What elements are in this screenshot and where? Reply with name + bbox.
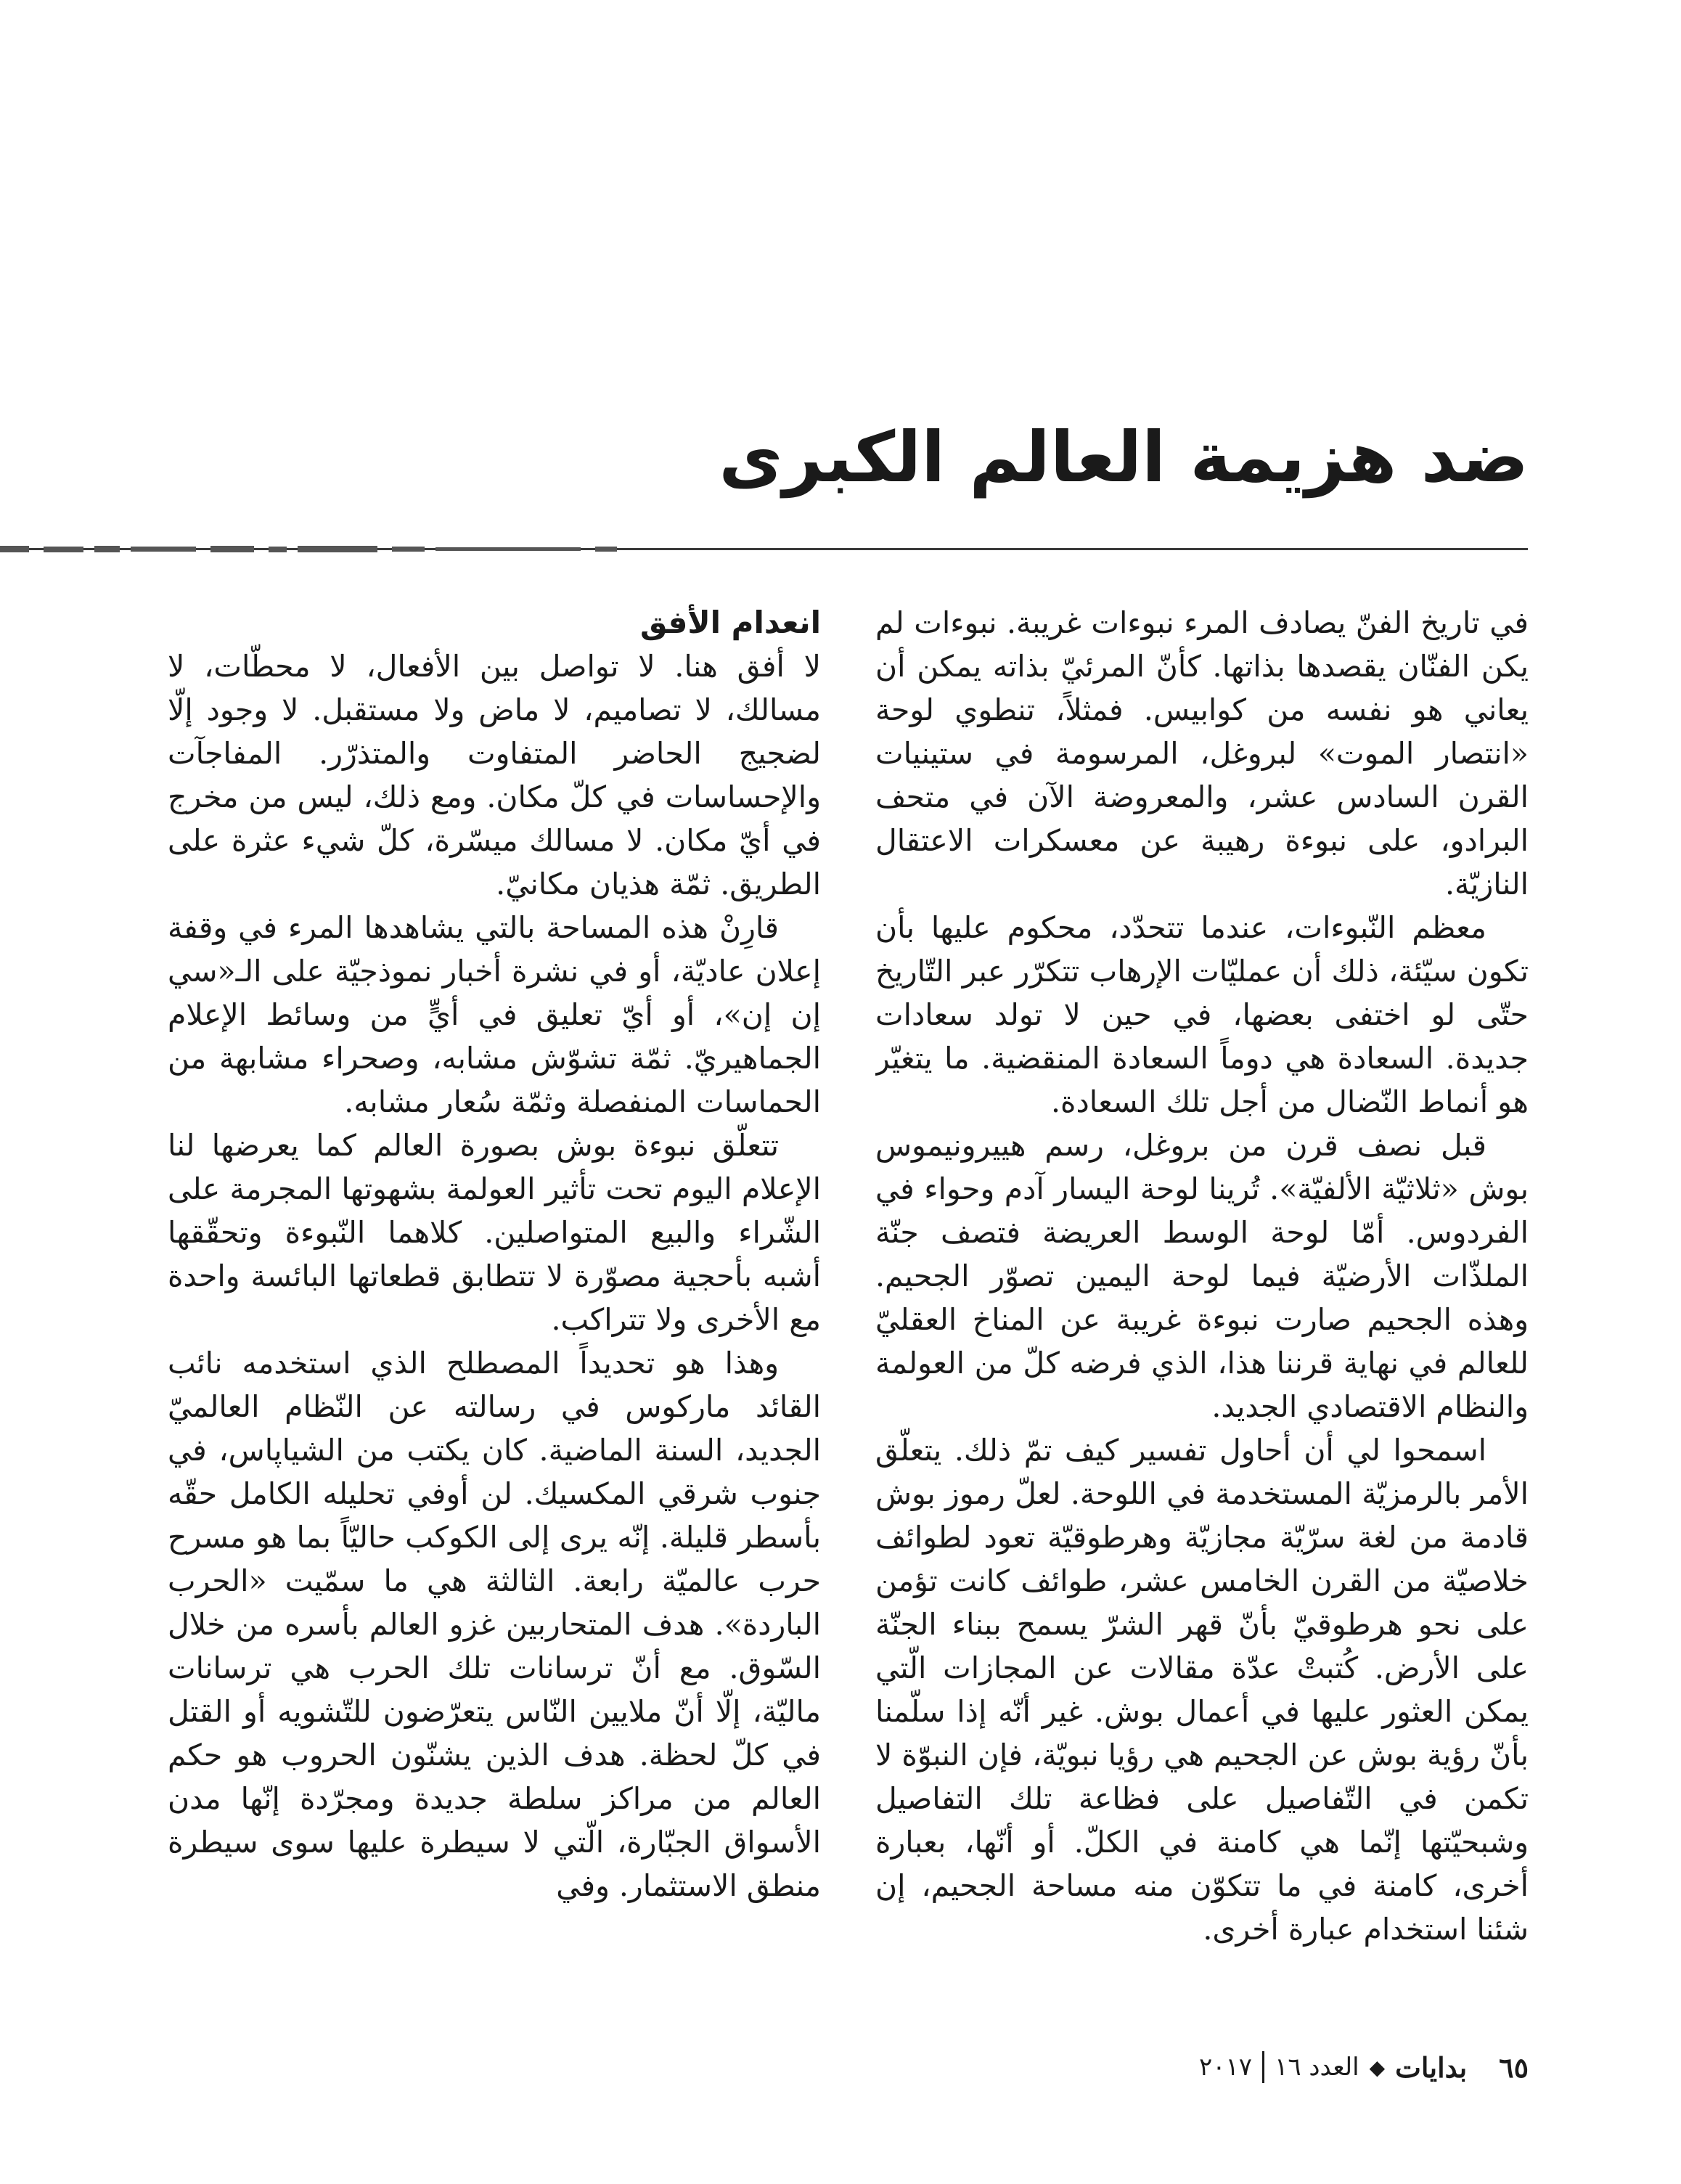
page-footer: [1199, 2045, 1529, 2089]
paragraph: وهذا هو تحديداً المصطلح الذي استخدمه نائب القائد ماركوس في رسالته عن النّظام العالميّ الجديد، السنة الماضية. كان يكتب من الشياپاس، في جنوب شرقي المكسيك. لن أوفي تحليله الكامل حقّه بأسطر قليلة. إنّه يرى إلى الكوكب حاليّاً بما هو مسرح حرب عالميّة رابعة. الثالثة هي ما سمّيت «الحرب الباردة». هدف المتحاربين غزو العالم بأسره من خلال السّوق. مع أنّ ترسانات تلك الحرب هي ترسانات ماليّة، إلّا أنّ ملايين النّاس يتعرّضون للتّشويه أو القتل في كلّ لحظة. هدف الذين يشنّون الحروب هو حكم العالم من مراكز سلطة جديدة ومجرّدة إنّها مدن الأسواق الجبّارة، الّتي لا سيطرة عليها سوى سيطرة منطق الاستثمار. وفي: [168, 1346, 821, 1903]
article-column-left: [168, 601, 821, 1980]
footer-divider: [1262, 2051, 1264, 2083]
issue-year: ٢٠١٧: [1199, 2053, 1253, 2082]
article-title: ضد هزيمة العالم الكبرى: [719, 417, 1529, 498]
magazine-name: بدايات: [1395, 2050, 1468, 2084]
paragraph: معظم النّبوءات، عندما تتحدّد، محكوم عليها بأن تكون سيّئة، ذلك أن عمليّات الإرهاب تتكرّر عبر التّاريخ حتّى لو اختفى بعضها، في حين لا تولد سعادات جديدة. السعادة هي دوماً السعادة المنقضية. ما يتغيّر هو أنماط النّضال من أجل تلك السعادة.: [875, 910, 1529, 1119]
paragraph: لا أفق هنا. لا تواصل بين الأفعال، لا محطّات، لا مسالك، لا تصاميم، لا ماض ولا مستقبل. لا وجود إلّا لضجيج الحاضر المتفاوت والمتذرّر. المفاجآت والإحساسات في كلّ مكان. ومع ذلك، ليس من مخرج في أيّ مكان. لا مسالك ميسّرة، كلّ شيء عثرة على الطريق. ثمّة هذيان مكانيّ.: [168, 649, 821, 901]
article-column-right: [875, 601, 1529, 1980]
issue-number: العدد ١٦: [1275, 2053, 1359, 2082]
paragraph: قارِنْ هذه المساحة بالتي يشاهدها المرء في وقفة إعلان عاديّة، أو في نشرة أخبار نموذجيّة على الـ«سي إن إن»، أو أيّ تعليق في أيٍّ من وسائط الإعلام الجماهيريّ. ثمّة تشوّش مشابه، وصحراء مشابهة من الحماسات المنفصلة وثمّة سُعار مشابه.: [168, 910, 821, 1119]
paragraph: اسمحوا لي أن أحاول تفسير كيف تمّ ذلك. يتعلّق الأمر بالرمزيّة المستخدمة في اللوحة. لعلّ رموز بوش قادمة من لغة سرّيّة مجازيّة وهرطوقيّة تعود لطوائف خلاصيّة من القرن الخامس عشر، طوائف كانت تؤمن على نحو هرطوقيّ بأنّ قهر الشرّ يسمح ببناء الجنّة على الأرض. كُتبتْ عدّة مقالات عن المجازات الّتي يمكن العثور عليها في أعمال بوش. غير أنّه إذا سلّمنا بأنّ رؤية بوش عن الجحيم هي رؤيا نبويّة، فإن النبوّة لا تكمن في التّفاصيل على فظاعة تلك التفاصيل وشبحيّتها إنّما هي كامنة في الكلّ. أو أنّها، بعبارة أخرى، كامنة في ما تتكوّن منه مساحة الجحيم، إن شئنا استخدام عبارة أخرى.: [875, 1433, 1529, 1947]
section-heading: انعدام الأفق: [640, 605, 821, 640]
diamond-icon: ◆: [1369, 2055, 1386, 2079]
paragraph: في تاريخ الفنّ يصادف المرء نبوءات غريبة. نبوءات لم يكن الفنّان يقصدها بذاتها. كأنّ المرئيّ بذاته يمكن أن يعاني هو نفسه من كوابيس. فمثلاً، تنطوي لوحة «انتصار الموت» لبروغل، المرسومة في ستينيات القرن السادس عشر، والمعروضة الآن في متحف البرادو، على نبوءة رهيبة عن معسكرات الاعتقال النازيّة.: [875, 605, 1529, 901]
page-number: ٦٥: [1499, 2050, 1529, 2084]
paragraph: تتعلّق نبوءة بوش بصورة العالم كما يعرضها لنا الإعلام اليوم تحت تأثير العولمة بشهوتها المجرمة على الشّراء والبيع المتواصلين. كلاهما النّبوءة وتحقّقها أشبه بأحجية مصوّرة لا تتطابق قطعاتها البائسة واحدة مع الأخرى ولا تتراكب.: [168, 1128, 821, 1337]
paragraph: قبل نصف قرن من بروغل، رسم هييرونيموس بوش «ثلاثيّة الألفيّة». تُرينا لوحة اليسار آدم وحواء في الفردوس. أمّا لوحة الوسط العريضة فتصف جنّة الملذّات الأرضيّة فيما لوحة اليمين تصوّر الجحيم. وهذه الجحيم صارت نبوءة غريبة عن المناخ العقليّ للعالم في نهاية قرننا هذا، الذي فرضه كلّ من العولمة والنظام الاقتصادي الجديد.: [875, 1128, 1529, 1424]
title-rule: [0, 546, 1528, 553]
